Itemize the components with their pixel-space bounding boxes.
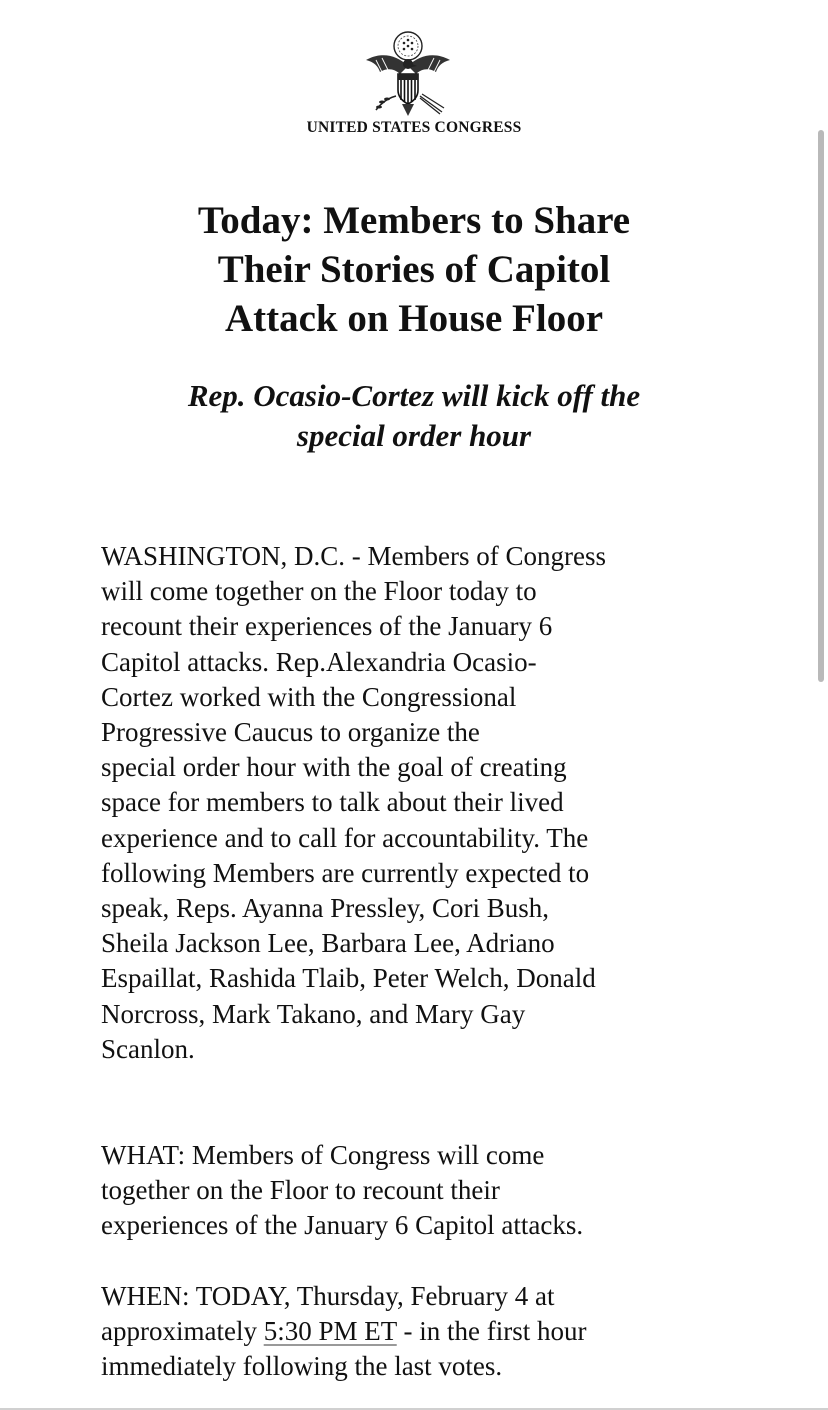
headline: Today: Members to Share Their Stories of Capitol Attack on House Floor xyxy=(197,199,631,340)
scrollbar-thumb[interactable] xyxy=(818,130,824,682)
subheadline: Rep. Ocasio-Cortez will kick off the special order hour xyxy=(187,378,641,453)
eagle-seal-icon xyxy=(360,28,456,118)
organization-name: UNITED STATES CONGRESS xyxy=(306,119,522,136)
when-prefix: WHEN: TODAY, Thursday, February 4 at approximately xyxy=(101,1281,555,1347)
time-link[interactable]: 5:30 PM ET xyxy=(263,1316,397,1347)
body-paragraph-what: WHAT: Members of Congress will come together on the Floor to recount their experiences of the January 6 Capitol attacks. xyxy=(101,1140,584,1241)
when-suffix: - in the first hour immediately following the last votes. xyxy=(101,1316,587,1382)
body-paragraph-intro: WASHINGTON, D.C. - Members of Congress will come together on the Floor today to recount their experiences of the January 6 Capitol attacks. Rep.Alexandria Ocasio- Cortez worked with the Congressional Progressive Caucus to organize the special order hour with the goal of creating space for members to talk about their lived experience and to call for accountability. The following Members are currently expected to speak, Reps. Ayanna Pressley, Cori Bush, Sheila Jackson Lee, Barbara Lee, Adriano Espaillat, Rashida Tlaib, Peter Welch, Donald Norcross, Mark Takano, and Mary Gay Scanlon. xyxy=(101,541,606,1064)
body-paragraph-when xyxy=(101,1279,741,1385)
